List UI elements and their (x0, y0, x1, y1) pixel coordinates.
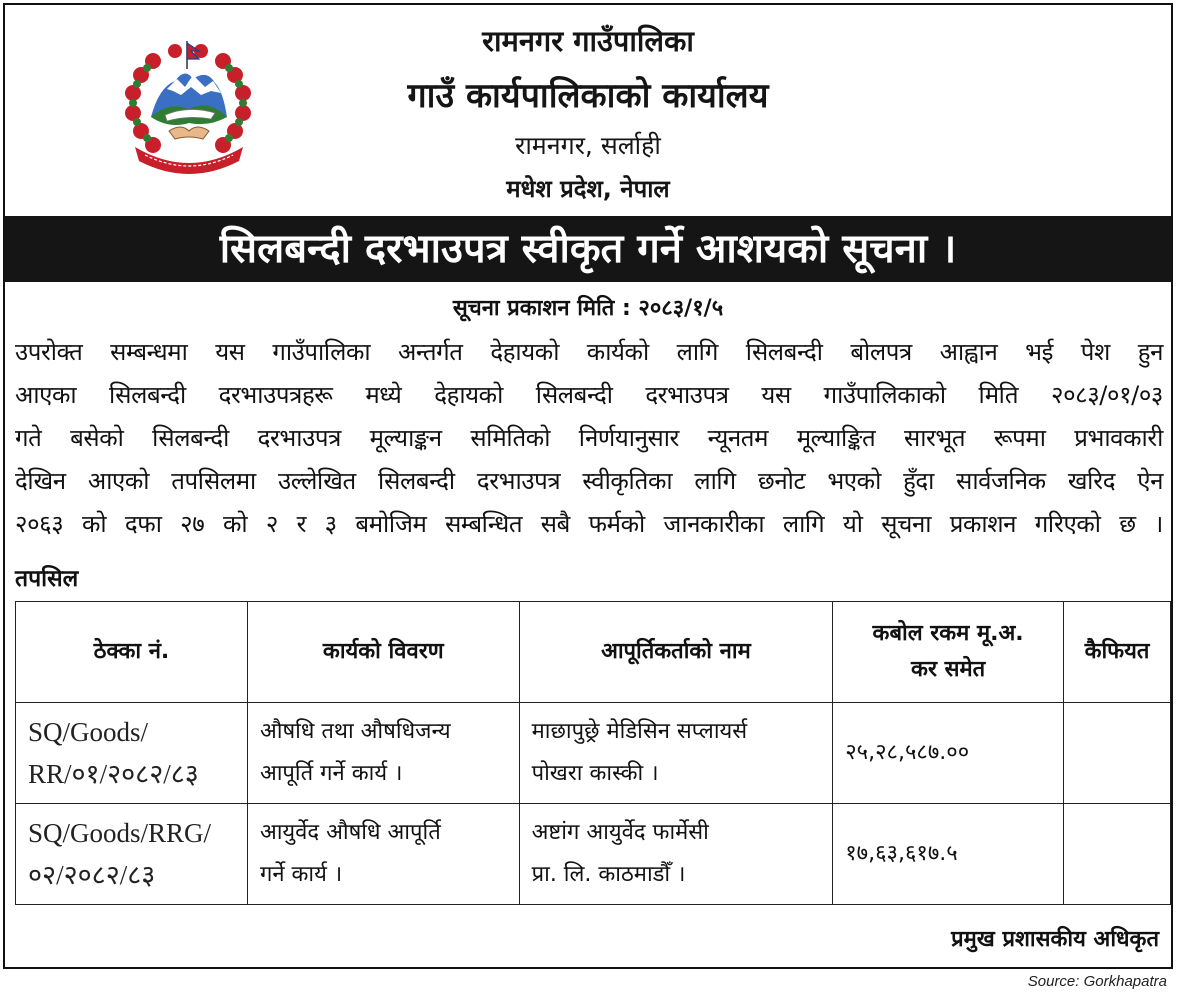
col-remarks: कैफियत (1064, 602, 1171, 703)
bid-amount-cell: २५,२८,५८७.०० (833, 703, 1064, 804)
remarks-cell (1064, 804, 1171, 905)
body-line: देखिन आएको तपसिलमा उल्लेखित सिलबन्दी दरभाउपत्र स्वीकृतिका लागि छनोट भएको हुँदा सार्वजनिक खरिद ऐन (15, 467, 1163, 495)
body-line: गते बसेको सिलबन्दी दरभाउपत्र मूल्याङ्कन समितिको निर्णयानुसार न्यूनतम मूल्याङ्कित सारभूत रूपमा प्रभावकारी (15, 424, 1163, 452)
contract-no-line: RR/०१/२०८२/८३ (28, 759, 199, 789)
supplier-line: अष्टांग आयुर्वेद फार्मेसी (531, 820, 709, 845)
description-line: आपूर्ति गर्ने कार्य । (259, 761, 403, 786)
schedule-table (15, 601, 1171, 905)
signatory-title: प्रमुख प्रशासकीय अधिकृत (951, 927, 1159, 952)
source-credit: Source: Gorkhapatra (1027, 973, 1167, 990)
notice-title-banner: सिलबन्दी दरभाउपत्र स्वीकृत गर्ने आशयको सूचना । (5, 216, 1171, 282)
supplier-name-cell (519, 804, 833, 905)
description-line: औषधि तथा औषधिजन्य (259, 719, 451, 744)
contract-no-line: SQ/Goods/RRG/ (28, 818, 212, 848)
body-line: २०६३ को दफा २७ को २ र ३ बमोजिम सम्बन्धित सबै फर्मको जानकारीका लागि यो सूचना प्रकाशन गरिएको छ । (15, 510, 1163, 538)
supplier-line: प्रा. लि. काठमाडौँ । (531, 862, 686, 887)
col-bid-amount-line2: कर समेत (911, 657, 986, 682)
bid-amount-cell: १७,६३,६१७.५ (833, 804, 1064, 905)
description-line: गर्ने कार्य । (259, 862, 343, 887)
table-row (16, 804, 1171, 905)
contract-no-cell (16, 804, 248, 905)
province-country: मधेश प्रदेश, नेपाल (506, 175, 670, 203)
table-row (16, 703, 1171, 804)
contract-no-line: ०२/२०८२/८३ (28, 860, 156, 890)
work-description-cell (247, 804, 519, 905)
office-location: रामनगर, सर्लाही (515, 131, 661, 160)
remarks-cell (1064, 703, 1171, 804)
supplier-name-cell (519, 703, 833, 804)
col-supplier-name: आपूर्तिकर्ताको नाम (519, 602, 833, 703)
col-bid-amount (833, 602, 1064, 703)
municipality-name: रामनगर गाउँपालिका (482, 24, 694, 58)
col-work-description: कार्यको विवरण (247, 602, 519, 703)
publication-date: सूचना प्रकाशन मिति : २०८३/१/५ (452, 296, 724, 321)
office-name: गाउँ कार्यपालिकाको कार्यालय (407, 76, 769, 116)
notice-body (15, 331, 1163, 546)
supplier-line: पोखरा कास्की । (531, 761, 659, 786)
supplier-line: माछापुछ्रे मेडिसिन सप्लायर्स (531, 719, 748, 744)
table-header-row (16, 602, 1171, 703)
body-line: उपरोक्त सम्बन्धमा यस गाउँपालिका अन्तर्गत देहायको कार्यको लागि सिलबन्दी बोलपत्र आह्वान भई पेश हुन (15, 338, 1163, 366)
description-line: आयुर्वेद औषधि आपूर्ति (259, 820, 441, 845)
col-bid-amount-line1: कबोल रकम मू.अ. (872, 621, 1024, 646)
body-line: आएका सिलबन्दी दरभाउपत्रहरू मध्ये देहायको सिलबन्दी दरभाउपत्र यस गाउँपालिकाको मिति २०८३/०१/०३ (15, 381, 1163, 409)
contract-no-cell (16, 703, 248, 804)
contract-no-line: SQ/Goods/ (28, 717, 149, 747)
notice-frame (3, 3, 1173, 969)
work-description-cell (247, 703, 519, 804)
schedule-heading: तपसिल (15, 566, 79, 592)
col-contract-no: ठेक्का नं. (16, 602, 248, 703)
